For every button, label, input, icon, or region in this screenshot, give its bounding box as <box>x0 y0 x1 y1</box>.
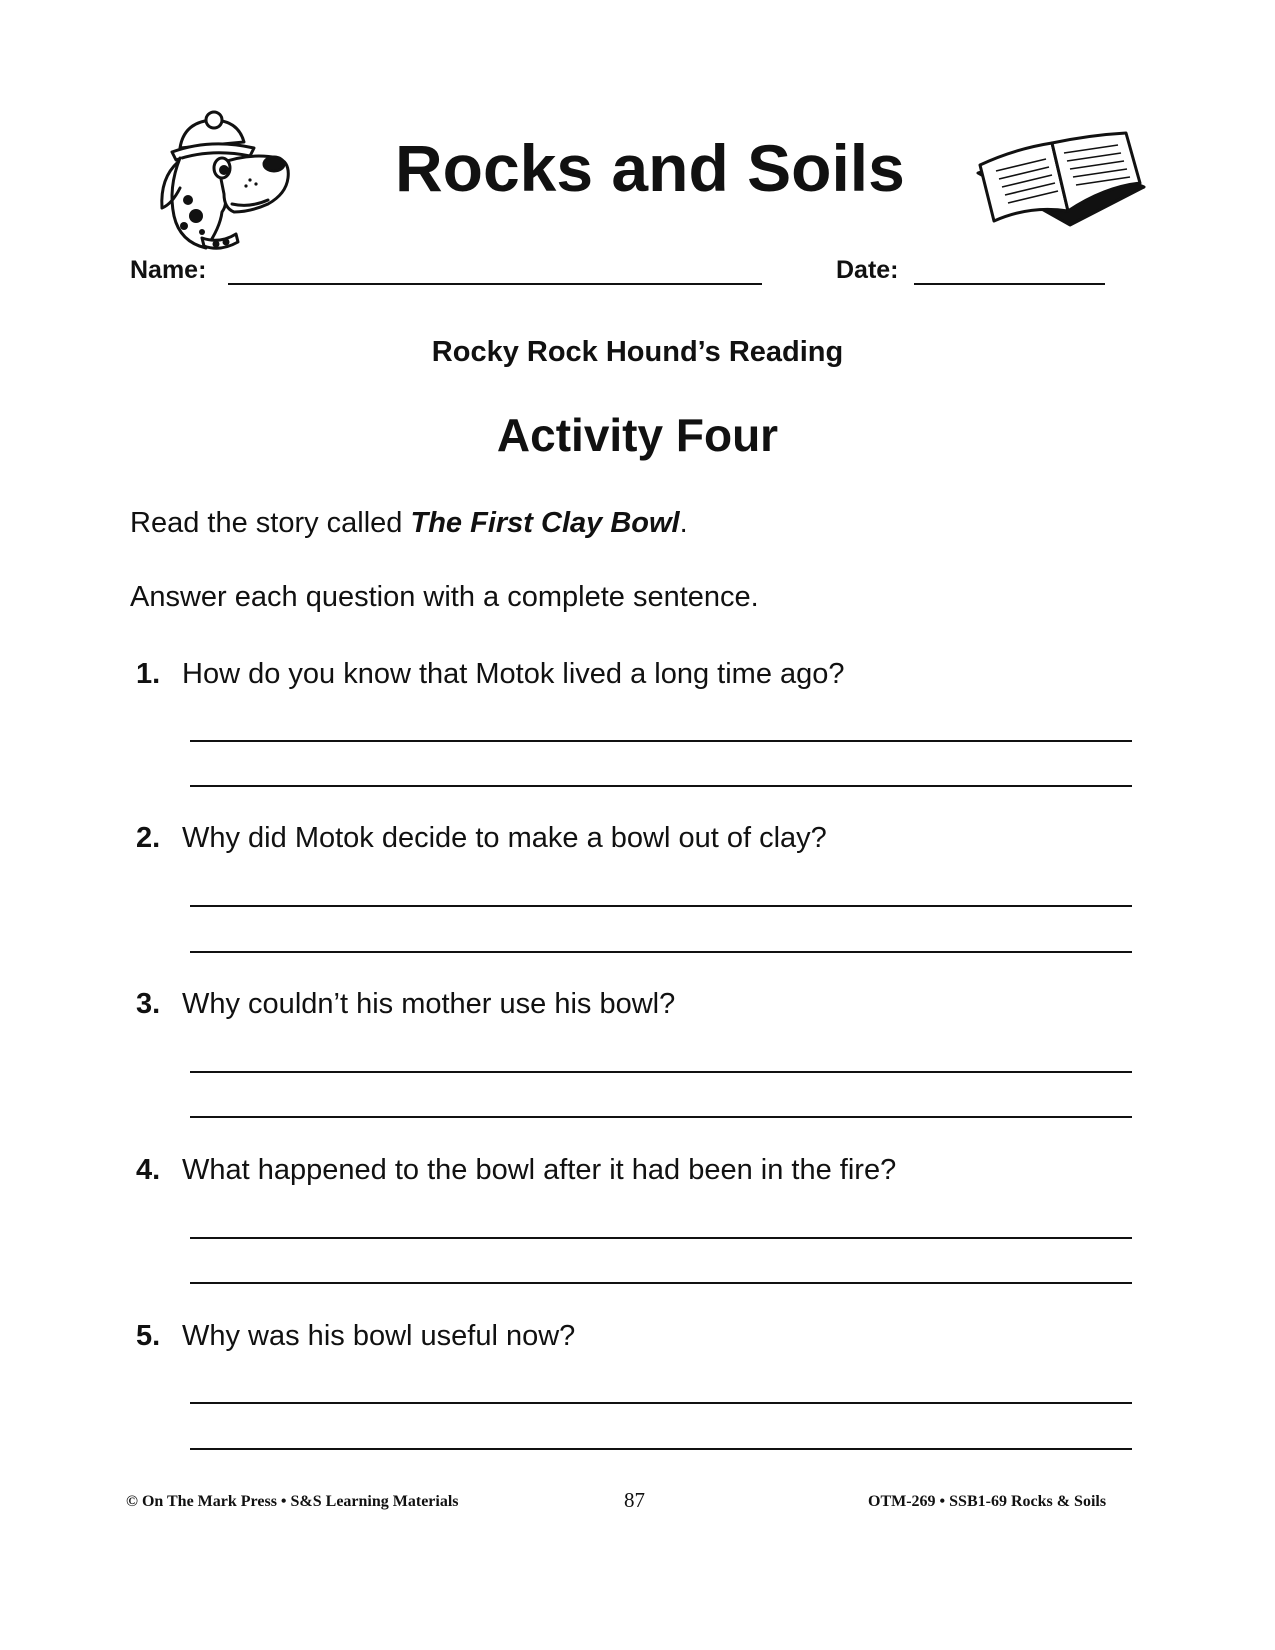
section-subtitle: Rocky Rock Hound’s Reading <box>431 336 844 368</box>
answer-line[interactable] <box>190 1237 1132 1239</box>
name-label: Name: <box>130 256 207 284</box>
date-label: Date: <box>836 256 899 284</box>
name-field-line[interactable] <box>228 283 762 285</box>
question-text: Why couldn’t his mother use his bowl? <box>182 988 676 1020</box>
question-number: 5. <box>136 1320 161 1352</box>
activity-heading: Activity Four <box>496 409 779 461</box>
read-suffix: . <box>679 507 688 539</box>
story-title: The First Clay Bowl <box>410 507 680 539</box>
question-number: 1. <box>136 658 161 690</box>
answer-line[interactable] <box>190 785 1132 787</box>
date-field-line[interactable] <box>914 283 1105 285</box>
question-text: How do you know that Motok lived a long time ago? <box>182 658 845 690</box>
read-prefix: Read the story called <box>130 507 411 539</box>
page-title: Rocks and Soils <box>395 131 905 205</box>
answer-line[interactable] <box>190 1116 1132 1118</box>
footer-publisher: © On The Mark Press • S&S Learning Materials <box>126 1493 459 1510</box>
question-number: 2. <box>136 822 161 854</box>
question-5 <box>136 1320 575 1353</box>
read-instruction <box>130 507 688 540</box>
question-text: What happened to the bowl after it had been in the fire? <box>182 1154 897 1186</box>
answer-line[interactable] <box>190 1448 1132 1450</box>
answer-line[interactable] <box>190 905 1132 907</box>
question-3 <box>136 988 675 1021</box>
rock-hound-dog-icon <box>150 108 300 256</box>
page-number: 87 <box>624 1488 645 1512</box>
answer-line[interactable] <box>190 1402 1132 1404</box>
question-number: 3. <box>136 988 161 1020</box>
question-2 <box>136 822 827 855</box>
answer-line[interactable] <box>190 1282 1132 1284</box>
answer-instruction: Answer each question with a complete sentence. <box>130 581 759 613</box>
question-4 <box>136 1154 896 1187</box>
question-text: Why did Motok decide to make a bowl out of clay? <box>182 822 827 854</box>
footer-product-code: OTM-269 • SSB1-69 Rocks & Soils <box>868 1493 1107 1510</box>
question-number: 4. <box>136 1154 161 1186</box>
answer-line[interactable] <box>190 740 1132 742</box>
answer-line[interactable] <box>190 1071 1132 1073</box>
question-1 <box>136 658 845 691</box>
open-book-icon <box>970 125 1148 237</box>
question-text: Why was his bowl useful now? <box>182 1320 576 1352</box>
answer-line[interactable] <box>190 951 1132 953</box>
